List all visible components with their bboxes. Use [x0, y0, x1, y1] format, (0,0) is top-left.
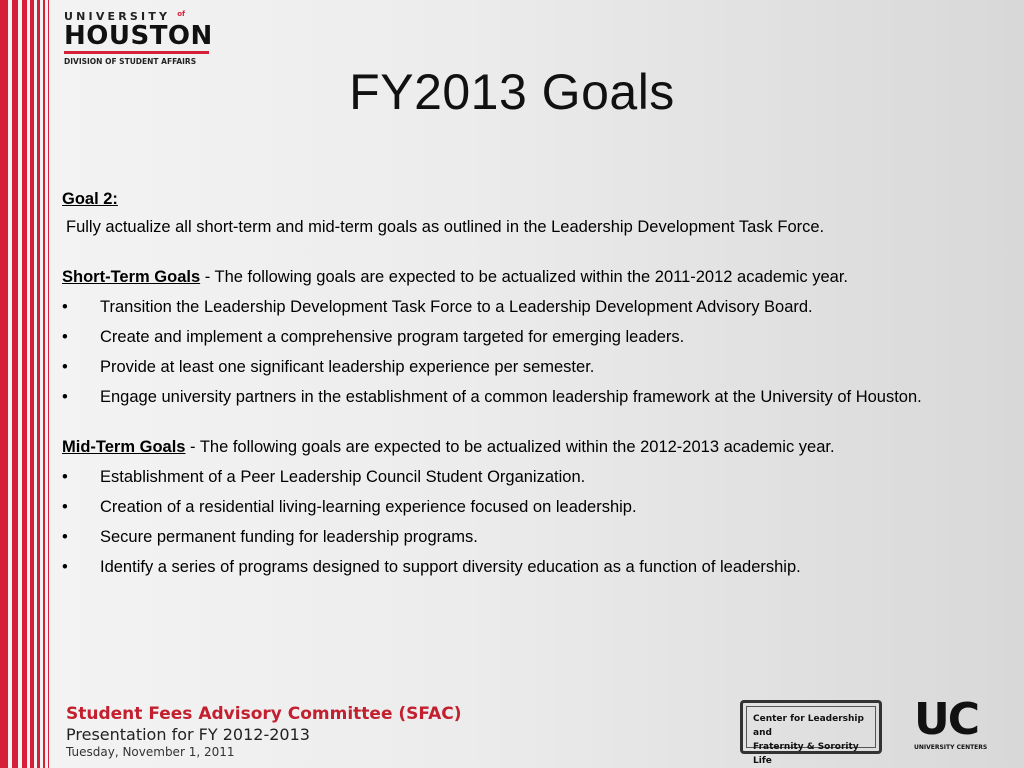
slide-title: FY2013 Goals	[349, 64, 675, 120]
university-centers-logo: UC UNIVERSITY CENTERS	[914, 694, 988, 751]
list-item: • Establishment of a Peer Leadership Council Student Organization.	[62, 468, 586, 486]
list-item: • Create and implement a comprehensive program targeted for emerging leaders.	[62, 328, 685, 346]
sfac-info	[66, 704, 461, 759]
mid-term-heading: Mid-Term Goals	[62, 438, 186, 456]
mid-term-list	[62, 464, 962, 580]
list-item: • Secure permanent funding for leadership programs.	[62, 528, 478, 546]
footer	[0, 690, 1024, 768]
mid-term-intro: Mid-Term Goals - The following goals are expected to be actualized within the 2012-2013 academic year.	[62, 438, 835, 456]
list-item: • Engage university partners in the establishment of a common leadership framework at the University of Houston.	[62, 388, 922, 406]
short-term-list	[62, 294, 962, 410]
committee-name: Student Fees Advisory Committee (SFAC)	[66, 704, 462, 724]
short-term-heading: Short-Term Goals	[62, 268, 201, 286]
center-for-leadership-logo: Center for Leadership and Fraternity & Sorority Life	[740, 700, 882, 754]
list-item: • Creation of a residential living-learning experience focused on leadership.	[62, 498, 637, 516]
goal-heading: Goal 2:	[62, 190, 118, 208]
university-of-houston-logo: UNIVERSITY $^{of}$ HOUSTON DIVISION OF STUDENT AFFAIRS	[64, 10, 213, 66]
list-item: • Identify a series of programs designed to support diversity education as a function of leadership.	[62, 558, 801, 576]
presentation-date: Tuesday, November 1, 2011	[66, 745, 235, 759]
slide-body	[62, 186, 962, 580]
short-term-intro: Short-Term Goals - The following goals are expected to be actualized within the 2011-2012 academic year.	[62, 268, 849, 286]
presentation-title: Presentation for FY 2012-2013	[66, 725, 310, 744]
list-item: • Transition the Leadership Development Task Force to a Leadership Development Advisory Board.	[62, 298, 813, 316]
list-item: • Provide at least one significant leadership experience per semester.	[62, 358, 595, 376]
goal-text: Fully actualize all short-term and mid-term goals as outlined in the Leadership Development Task Force.	[66, 218, 825, 236]
